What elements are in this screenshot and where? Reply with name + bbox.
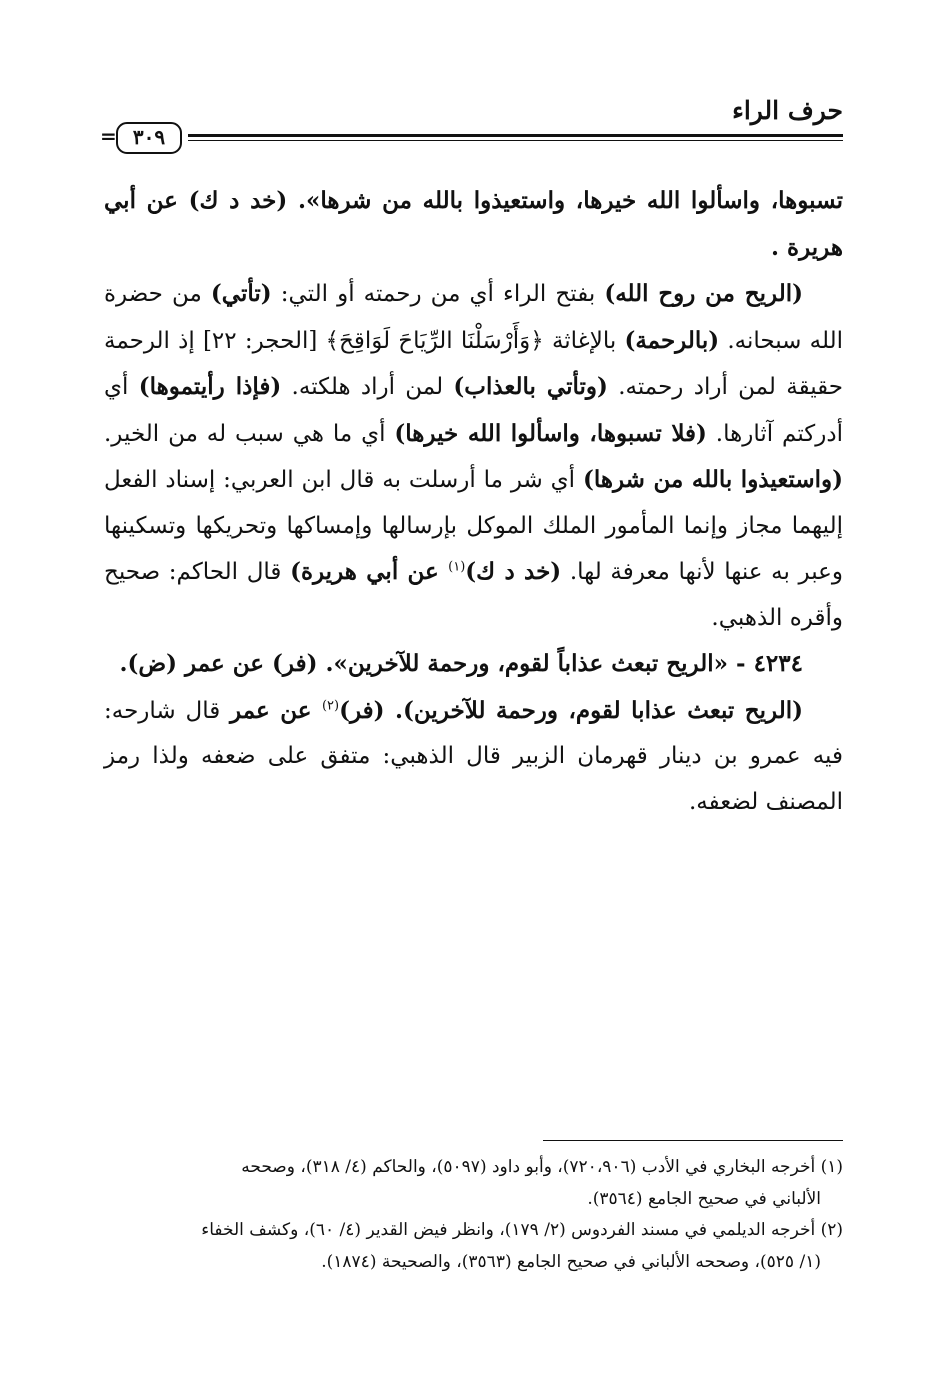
quoted-phrase: (واستعيذوا بالله من شرها) (582, 466, 844, 493)
commentary-text: بفتح الراء أي من رحمته أو التي: (271, 281, 605, 307)
footnote-separator (543, 1140, 843, 1141)
paragraph-hadith-4234 (104, 641, 843, 688)
footnote-1-continued (104, 1184, 843, 1216)
paragraph-commentary-4233 (104, 271, 843, 641)
paragraph-commentary-4234 (104, 688, 843, 826)
footnotes (104, 1152, 843, 1278)
chapter-title: حرف الراء (732, 96, 843, 125)
source-code: (خد د ك) (465, 558, 562, 585)
commentary-text: أي أدركتم آثارها. (104, 374, 843, 447)
footnote-ref-2: (٢) (321, 697, 340, 713)
commentary-text: أي شر ما أرسلت به قال ابن العربي: إسناد الفعل إليهما مجاز وإنما المأمور الملك الموكل بإرسالها وإمساكها وتحريكها وتسكينها وعبر به عنها لأنها معرفة لها. (104, 467, 843, 585)
quoted-phrase: (بالرحمة) (624, 326, 720, 354)
quoted-phrase: (الريح تبعث عذابا لقوم، ورحمة للآخرين). (فر) (339, 696, 803, 724)
footnote-text: (١) أخرجه البخاري في الأدب (٧٢٠،٩٠٦)، وأبو داود (٥٠٩٧)، والحاكم (٤/ ٣١٨)، وصححه (241, 1157, 843, 1177)
footnote-text: الألباني في صحيح الجامع (٣٥٦٤). (587, 1188, 821, 1209)
footnote-text: (٢) أخرجه الديلمي في مسند الفردوس (٢/ ١٧٩)، وانظر فيض القدير (٤/ ٦٠)، وكشف الخفاء (201, 1220, 843, 1240)
footnote-ref-1: (١) (448, 559, 466, 575)
commentary-text: لمن أراد هلكته. (281, 374, 454, 400)
narrator: عن أبي هريرة) (290, 558, 449, 585)
quoted-phrase: (وتأتي بالعذاب) (453, 373, 608, 400)
quoted-phrase: (فلا تسبوها، واسألوا الله خيرها) (394, 419, 707, 447)
main-text (104, 178, 843, 825)
footnote-1 (104, 1152, 843, 1184)
hadith-continuation: تسبوها، واسألوا الله خيرها، واستعيذوا بالله من شرها». (خد د ك) عن أبي هريرة . (104, 187, 843, 261)
commentary-text: قال الحاكم: صحيح وأقره الذهبي. (104, 559, 843, 631)
quoted-phrase: (فإذا رأيتموها) (138, 373, 282, 400)
commentary-text: قال شارحه: فيه عمرو بن دينار قهرمان الزبير قال الذهبي: متفق على ضعفه ولذا رمز المصنف لضعفه. (104, 697, 843, 815)
header-rule (188, 134, 843, 141)
hadith-entry: ٤٢٣٤ - «الريح تبعث عذاباً لقوم، ورحمة للآخرين». (فر) عن عمر (ض). (119, 650, 803, 677)
page-number-ornament: = (100, 124, 117, 148)
paragraph-hadith-end (104, 178, 843, 271)
commentary-text: بالإغاثة ﴿وَأَرْسَلْنَا الرِّيَاحَ لَوَاقِحَ﴾ [الحجر: ٢٢] إذ الرحمة حقيقة لمن أراد رحمته. (104, 327, 843, 400)
narrator: عن عمر (230, 696, 322, 724)
quoted-phrase: (الريح من روح الله) (604, 280, 803, 307)
commentary-text: من حضرة الله سبحانه. (104, 281, 843, 354)
footnote-2 (104, 1215, 843, 1247)
commentary-text: أي ما هي سبب له من الخير. (104, 420, 395, 447)
page-number-frame (116, 122, 182, 154)
quoted-phrase: (تأتي) (210, 280, 272, 307)
footnote-text: (١/ ٥٢٥)، وصححه الألباني في صحيح الجامع (٣٥٦٣)، والصحيحة (١٨٧٤). (321, 1251, 821, 1272)
footnote-2-continued (104, 1247, 843, 1279)
page-number: ٣٠٩ (132, 125, 166, 149)
